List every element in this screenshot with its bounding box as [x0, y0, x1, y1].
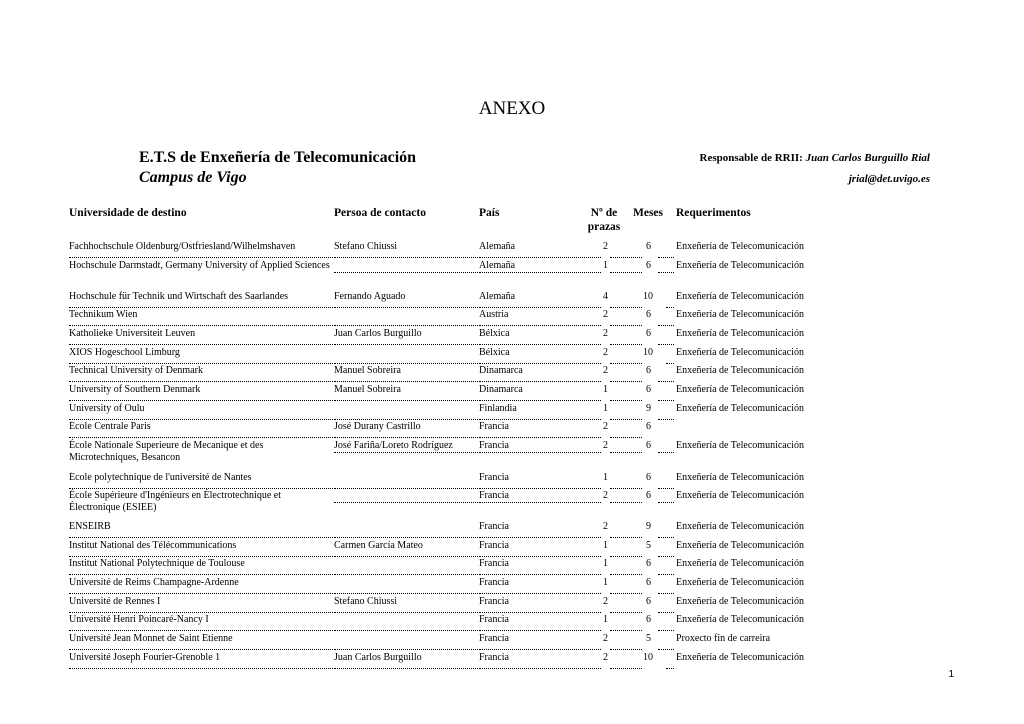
- months-cell: 6: [646, 384, 651, 395]
- country-cell: Francia: [479, 521, 509, 532]
- dot-leader: [479, 649, 601, 650]
- table-row: [69, 652, 829, 672]
- dot-leader: [334, 307, 478, 308]
- table-row: [69, 440, 829, 463]
- dot-leader: [69, 556, 333, 557]
- header-contact: Persoa de contacto: [334, 207, 426, 219]
- months-cell: 9: [646, 521, 651, 532]
- contact-cell: José Fariña/Loreto Rodríguez: [334, 440, 453, 451]
- contact-cell: Manuel Sobreira: [334, 384, 401, 395]
- places-cell: 1: [603, 614, 608, 625]
- months-cell: 6: [646, 472, 651, 483]
- requirements-cell: Enxeñería de Telecomunicación: [676, 365, 804, 376]
- months-cell: 6: [646, 309, 651, 320]
- dot-leader: [658, 419, 674, 420]
- university-cell: University of Southern Denmark: [69, 384, 201, 395]
- dot-leader: [479, 574, 601, 575]
- contact-cell: Stefano Chiussi: [334, 596, 398, 607]
- months-cell: 9: [646, 403, 651, 414]
- table-row: [69, 241, 829, 261]
- country-cell: Francia: [479, 577, 509, 588]
- contact-cell: Carmen García Mateo: [334, 540, 423, 551]
- university-cell: Technikum Wien: [69, 309, 138, 320]
- dot-leader: [334, 488, 478, 489]
- dot-leader: [666, 307, 674, 308]
- places-cell: 1: [603, 558, 608, 569]
- country-cell: Alemaña: [479, 241, 516, 252]
- dot-leader: [666, 363, 674, 364]
- dot-leader: [479, 400, 601, 401]
- dot-leader: [610, 452, 642, 453]
- dot-leader: [479, 537, 601, 538]
- country-cell: Alemaña: [479, 260, 516, 271]
- places-cell: 2: [603, 490, 608, 501]
- contact-cell: Stefano Chiussi: [334, 241, 398, 252]
- table-row: [69, 347, 829, 367]
- months-cell: 6: [646, 558, 651, 569]
- places-cell: 2: [603, 328, 608, 339]
- responsible-line: [700, 152, 930, 164]
- dot-leader: [479, 612, 601, 613]
- university-cell: Université Jean Monnet de Saint Etienne: [69, 633, 233, 644]
- contact-cell: Juan Carlos Burguillo: [334, 652, 422, 663]
- country-cell: Bélxica: [479, 328, 510, 339]
- table-row: [69, 384, 829, 404]
- requirements-cell: Enxeñería de Telecomunicación: [676, 490, 804, 501]
- university-cell: XIOS Hogeschool Limburg: [69, 347, 180, 358]
- requirements-cell: Enxeñería de Telecomunicación: [676, 614, 804, 625]
- dot-leader: [479, 381, 601, 382]
- dot-leader: [334, 400, 478, 401]
- requirements-cell: Enxeñería de Telecomunicación: [676, 577, 804, 588]
- dot-leader: [69, 630, 333, 631]
- country-cell: Alemaña: [479, 291, 516, 302]
- table-row: [69, 291, 829, 311]
- country-cell: Dinamarca: [479, 384, 523, 395]
- places-cell: 2: [603, 347, 608, 358]
- table-row: [69, 558, 829, 578]
- dot-leader: [610, 437, 642, 438]
- campus-name: Campus de Vigo: [139, 169, 247, 186]
- months-cell: 5: [646, 540, 651, 551]
- dot-leader: [479, 363, 601, 364]
- dot-leader: [610, 593, 642, 594]
- places-cell: 2: [603, 633, 608, 644]
- table-row: [69, 540, 829, 560]
- requirements-cell: Enxeñería de Telecomunicación: [676, 652, 804, 663]
- dot-leader: [479, 437, 601, 438]
- university-cell: Institut National Polytechnique de Toulouse: [69, 558, 245, 569]
- table-row: [69, 633, 829, 653]
- dot-leader: [658, 257, 674, 258]
- country-cell: Francia: [479, 614, 509, 625]
- dot-leader: [334, 502, 478, 503]
- places-cell: 1: [603, 403, 608, 414]
- university-cell: Katholieke Universiteit Leuven: [69, 328, 196, 339]
- header-requirements: Requerimentos: [676, 207, 751, 219]
- university-cell: Université de Rennes I: [69, 596, 161, 607]
- dot-leader: [479, 419, 601, 420]
- dot-leader: [69, 307, 333, 308]
- places-cell: 4: [603, 291, 608, 302]
- dot-leader: [69, 668, 333, 669]
- places-cell: 2: [603, 652, 608, 663]
- dot-leader: [334, 630, 478, 631]
- country-cell: Bélxica: [479, 347, 510, 358]
- institution-name: E.T.S de Enxeñería de Telecomunicación: [139, 149, 417, 166]
- months-cell: 6: [646, 596, 651, 607]
- dot-leader: [610, 257, 642, 258]
- table-row: [69, 577, 829, 597]
- country-cell: Dinamarca: [479, 365, 523, 376]
- dot-leader: [658, 556, 674, 557]
- dot-leader: [69, 574, 333, 575]
- requirements-cell: Enxeñería de Telecomunicación: [676, 440, 804, 451]
- table-row: [69, 328, 829, 348]
- dot-leader: [334, 344, 478, 345]
- country-cell: Finlandia: [479, 403, 517, 414]
- months-cell: 6: [646, 241, 651, 252]
- university-cell: École Centrale Paris: [69, 421, 151, 432]
- dot-leader: [479, 452, 601, 453]
- dot-leader: [610, 325, 642, 326]
- header-university: Universidade de destino: [69, 207, 187, 219]
- dot-leader: [69, 649, 333, 650]
- university-cell: École Supérieure d'Ingénieurs en Électrotechnique et Électronique (ESIEE): [69, 490, 281, 513]
- university-cell: Hochschule für Technik und Wirtschaft des Saarlandes: [69, 291, 289, 302]
- dot-leader: [69, 437, 333, 438]
- months-cell: 6: [646, 577, 651, 588]
- requirements-cell: Enxeñería de Telecomunicación: [676, 540, 804, 551]
- dot-leader: [69, 612, 333, 613]
- dot-leader: [69, 381, 333, 382]
- header-country: País: [479, 207, 500, 219]
- university-cell: Technical University of Denmark: [69, 365, 203, 376]
- requirements-cell: Enxeñería de Telecomunicación: [676, 403, 804, 414]
- dot-leader: [658, 649, 674, 650]
- months-cell: 6: [646, 614, 651, 625]
- requirements-cell: Enxeñería de Telecomunicación: [676, 521, 804, 532]
- dot-leader: [69, 344, 333, 345]
- dot-leader: [479, 668, 601, 669]
- country-cell: Francia: [479, 633, 509, 644]
- months-cell: 5: [646, 633, 651, 644]
- dot-leader: [69, 593, 333, 594]
- dot-leader: [479, 556, 601, 557]
- dot-leader: [658, 630, 674, 631]
- dot-leader: [658, 381, 674, 382]
- requirements-cell: Enxeñería de Telecomunicación: [676, 558, 804, 569]
- dot-leader: [334, 593, 478, 594]
- university-cell: University of Oulu: [69, 403, 145, 414]
- places-cell: 2: [603, 440, 608, 451]
- header-months: Meses: [633, 207, 664, 219]
- dot-leader: [334, 574, 478, 575]
- dot-leader: [334, 437, 478, 438]
- dot-leader: [610, 668, 642, 669]
- contact-cell: Fernando Aguado: [334, 291, 406, 302]
- dot-leader: [334, 381, 478, 382]
- places-cell: 2: [603, 365, 608, 376]
- dot-leader: [479, 272, 601, 273]
- contact-cell: Juan Carlos Burguillo: [334, 328, 422, 339]
- dot-leader: [334, 272, 478, 273]
- dot-leader: [610, 363, 642, 364]
- dot-leader: [479, 325, 601, 326]
- country-cell: Francia: [479, 652, 509, 663]
- dot-leader: [658, 400, 674, 401]
- table-row: [69, 614, 829, 634]
- dot-leader: [610, 556, 642, 557]
- dot-leader: [479, 257, 601, 258]
- responsible-label: Responsable de RRII:: [699, 152, 803, 164]
- places-cell: 2: [603, 241, 608, 252]
- dot-leader: [479, 630, 601, 631]
- requirements-cell: Enxeñería de Telecomunicación: [676, 309, 804, 320]
- dot-leader: [610, 419, 642, 420]
- months-cell: 10: [643, 291, 653, 302]
- dot-leader: [334, 452, 478, 453]
- header-places: Nº de prazas: [587, 207, 621, 233]
- country-cell: Francia: [479, 558, 509, 569]
- country-cell: Francia: [479, 596, 509, 607]
- places-cell: 1: [603, 472, 608, 483]
- university-cell: École polytechnique de l'université de Nantes: [69, 472, 252, 483]
- places-cell: 1: [603, 260, 608, 271]
- places-cell: 1: [603, 384, 608, 395]
- dot-leader: [610, 488, 642, 489]
- dot-leader: [69, 419, 333, 420]
- responsible-name: Juan Carlos Burguillo Rial: [805, 152, 930, 164]
- dot-leader: [610, 307, 642, 308]
- months-cell: 6: [646, 260, 651, 271]
- page-title: ANEXO: [478, 98, 546, 119]
- country-cell: Francia: [479, 490, 509, 501]
- dot-leader: [610, 574, 642, 575]
- places-cell: 1: [603, 540, 608, 551]
- country-cell: Francia: [479, 540, 509, 551]
- months-cell: 6: [646, 440, 651, 451]
- dot-leader: [658, 344, 674, 345]
- places-cell: 1: [603, 577, 608, 588]
- dot-leader: [334, 419, 478, 420]
- table-row: [69, 490, 829, 513]
- table-row: [69, 521, 829, 541]
- dot-leader: [69, 488, 333, 489]
- dot-leader: [658, 537, 674, 538]
- dot-leader: [610, 612, 642, 613]
- university-cell: ENSEIRB: [69, 521, 111, 532]
- places-cell: 2: [603, 596, 608, 607]
- dot-leader: [69, 363, 333, 364]
- contact-cell: José Durany Castrillo: [334, 421, 421, 432]
- page-number: 1: [948, 669, 954, 680]
- dot-leader: [610, 649, 642, 650]
- requirements-cell: Enxeñería de Telecomunicación: [676, 260, 804, 271]
- dot-leader: [610, 502, 642, 503]
- requirements-cell: Enxeñería de Telecomunicación: [676, 328, 804, 339]
- dot-leader: [658, 612, 674, 613]
- dot-leader: [666, 668, 674, 669]
- months-cell: 6: [646, 365, 651, 376]
- university-cell: Université de Reims Champagne-Ardenne: [69, 577, 239, 588]
- table-row: [69, 472, 829, 492]
- table-row: [69, 365, 829, 385]
- dot-leader: [334, 612, 478, 613]
- places-cell: 2: [603, 521, 608, 532]
- university-cell: Université Joseph Fourier-Grenoble 1: [69, 652, 221, 663]
- university-cell: Institut National des Télécommunications: [69, 540, 237, 551]
- requirements-cell: Enxeñería de Telecomunicación: [676, 472, 804, 483]
- dot-leader: [658, 488, 674, 489]
- places-cell: 2: [603, 421, 608, 432]
- university-cell: École Nationale Superieure de Mecanique et des Microtechniques, Besancon: [69, 440, 264, 463]
- table-row: [69, 421, 829, 441]
- dot-leader: [69, 325, 333, 326]
- dot-leader: [334, 257, 478, 258]
- table-row: [69, 260, 829, 280]
- dot-leader: [334, 556, 478, 557]
- table-row: [69, 596, 829, 616]
- dot-leader: [69, 537, 333, 538]
- dot-leader: [658, 325, 674, 326]
- dot-leader: [610, 344, 642, 345]
- dot-leader: [479, 488, 601, 489]
- university-cell: Hochschule Darmstadt, Germany University of Applied Sciences: [69, 260, 330, 271]
- months-cell: 10: [643, 652, 653, 663]
- dot-leader: [334, 668, 478, 669]
- dot-leader: [69, 257, 333, 258]
- requirements-cell: Proxecto fin de carreira: [676, 633, 771, 644]
- dot-leader: [334, 649, 478, 650]
- dot-leader: [610, 400, 642, 401]
- dot-leader: [479, 344, 601, 345]
- responsible-email: jrial@det.uvigo.es: [848, 173, 930, 185]
- dot-leader: [610, 272, 642, 273]
- dot-leader: [479, 307, 601, 308]
- dot-leader: [658, 593, 674, 594]
- table-row: [69, 309, 829, 329]
- country-cell: Francia: [479, 472, 509, 483]
- university-cell: Université Henri Poincaré-Nancy I: [69, 614, 209, 625]
- dot-leader: [610, 537, 642, 538]
- dot-leader: [658, 452, 674, 453]
- dot-leader: [658, 272, 674, 273]
- contact-cell: Manuel Sobreira: [334, 365, 401, 376]
- requirements-cell: Enxeñería de Telecomunicación: [676, 347, 804, 358]
- country-cell: Francia: [479, 421, 509, 432]
- dot-leader: [610, 630, 642, 631]
- places-cell: 2: [603, 309, 608, 320]
- dot-leader: [69, 400, 333, 401]
- dot-leader: [658, 574, 674, 575]
- requirements-cell: Enxeñería de Telecomunicación: [676, 241, 804, 252]
- dot-leader: [334, 325, 478, 326]
- months-cell: 6: [646, 328, 651, 339]
- months-cell: 6: [646, 421, 651, 432]
- months-cell: 10: [643, 347, 653, 358]
- university-cell: Fachhochschule Oldenburg/Ostfriesland/Wilhelmshaven: [69, 241, 296, 252]
- dot-leader: [479, 593, 601, 594]
- dot-leader: [479, 502, 601, 503]
- months-cell: 6: [646, 490, 651, 501]
- dot-leader: [658, 502, 674, 503]
- requirements-cell: Enxeñería de Telecomunicación: [676, 596, 804, 607]
- country-cell: Austria: [479, 309, 509, 320]
- table-row: [69, 403, 829, 423]
- dot-leader: [610, 381, 642, 382]
- dot-leader: [334, 537, 478, 538]
- requirements-cell: Enxeñería de Telecomunicación: [676, 384, 804, 395]
- requirements-cell: Enxeñería de Telecomunicación: [676, 291, 804, 302]
- country-cell: Francia: [479, 440, 509, 451]
- dot-leader: [334, 363, 478, 364]
